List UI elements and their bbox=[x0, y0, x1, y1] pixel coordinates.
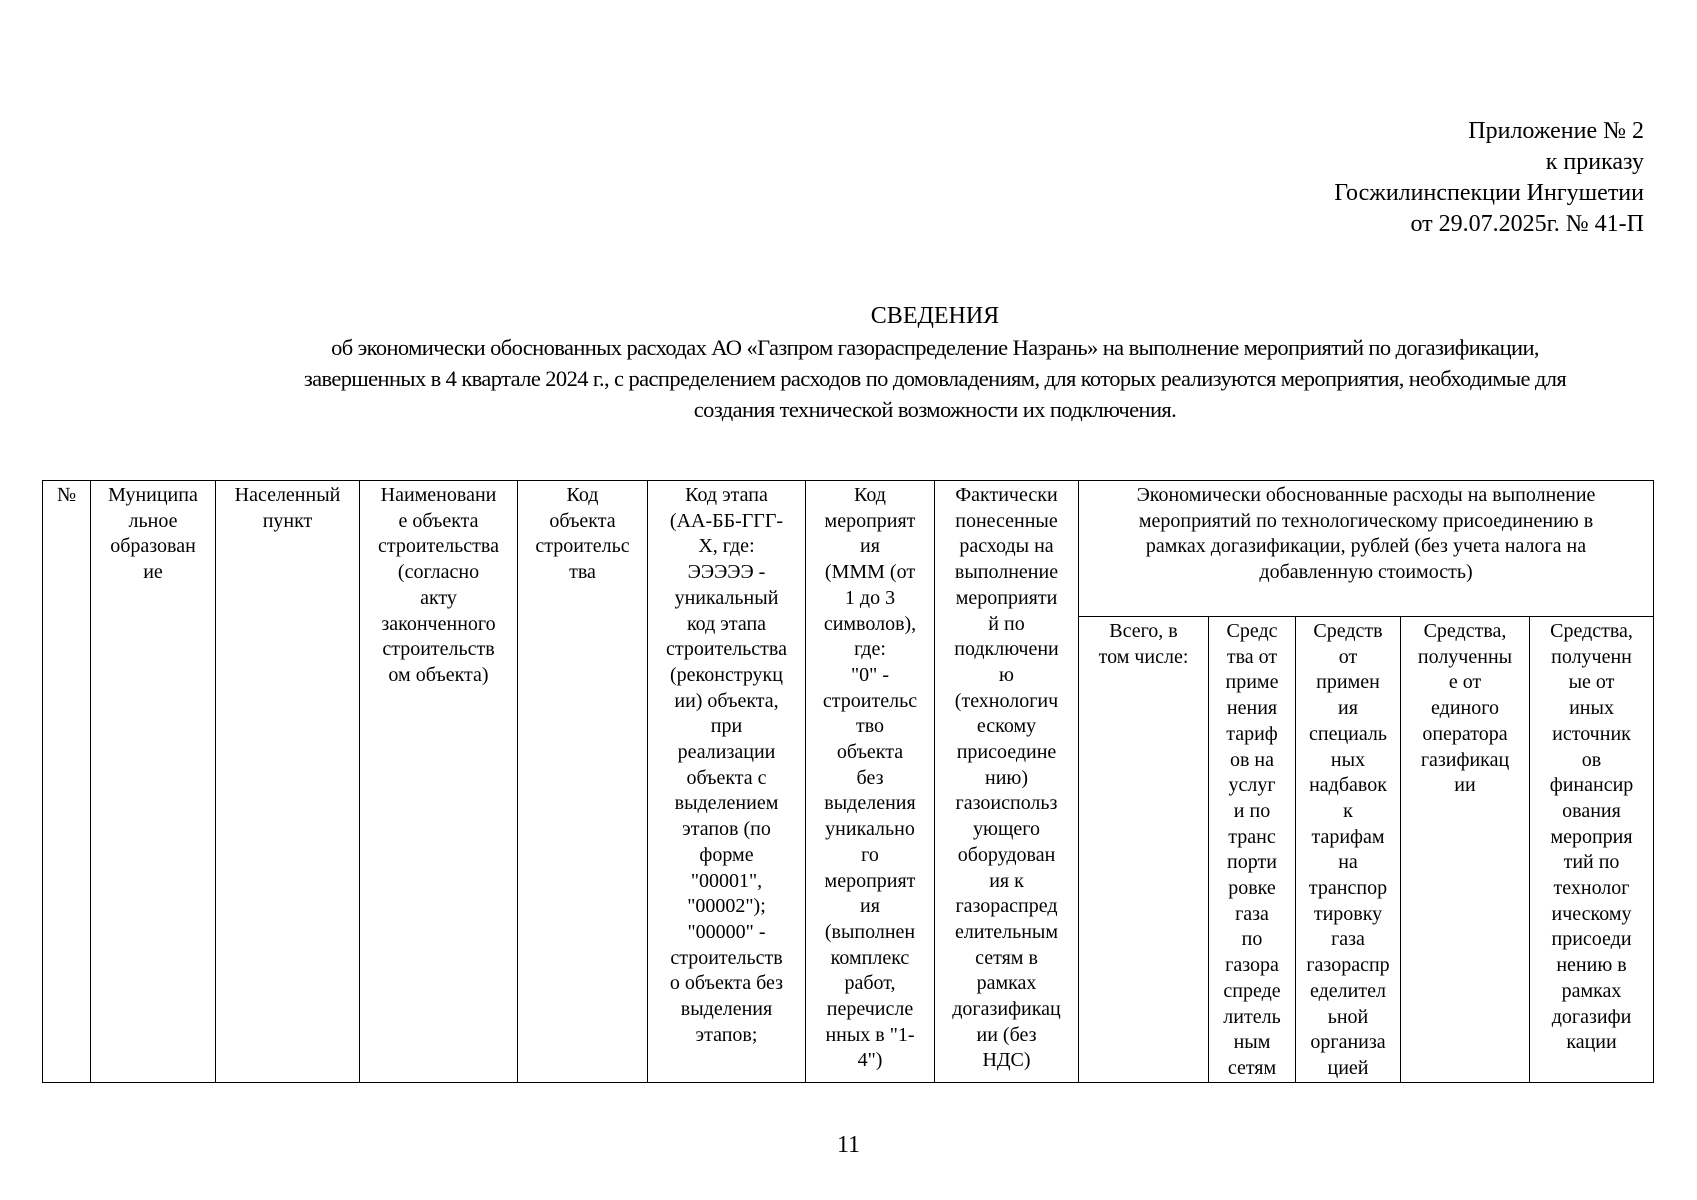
col-header-municipality: Муниципа льное образован ие bbox=[91, 481, 216, 1083]
document-title: СВЕДЕНИЯ bbox=[870, 303, 1000, 329]
appendix-header bbox=[1334, 116, 1644, 240]
page-number: 11 bbox=[836, 1132, 861, 1158]
appendix-issuer: Госжилинспекции Ингушетии bbox=[1334, 180, 1644, 206]
subtitle-line-1: об экономически обоснованных расходах АО «Газпром газораспределение Назрань» на выполнение мероприятий по догазификации, bbox=[331, 335, 1539, 360]
col-header-event-code: Код мероприят ия (МММ (от 1 до 3 символов), где: "0" - строительс тво объекта без выделения уникально го мероприят ия (выполнен комплекс работ, перечисле нных в "1- 4") bbox=[806, 481, 935, 1083]
col-header-object-name: Наименовани е объекта строительства (согласно акту законченного строительств ом объекта) bbox=[360, 481, 518, 1083]
table-header-row-1 bbox=[43, 481, 1654, 617]
col-header-actual-costs: Фактически понесенные расходы на выполнение мероприяти й по подключени ю (технологич ескому присоедине нию) газоиспольз ующего оборудован ия к газораспред елительным сетям в рамках догазификац ии (без НДС) bbox=[935, 481, 1079, 1083]
col-header-operator-funds: Средства, полученны е от единого оператора газификац ии bbox=[1401, 617, 1530, 1083]
subtitle-line-3: создания технической возможности их подключения. bbox=[693, 397, 1177, 422]
col-header-surcharge-funds: Средств от примен ия специаль ных надбавок к тарифам на транспор тировку газа газораспр еделител ьной организа цией bbox=[1296, 617, 1401, 1083]
appendix-order-ref: к приказу bbox=[1545, 149, 1644, 175]
subtitle-line-2: завершенных в 4 квартале 2024 г., с распределением расходов по домовладениям, для которых реализуются мероприятия, необходимые для bbox=[303, 366, 1567, 391]
col-header-settlement: Населенный пункт bbox=[216, 481, 360, 1083]
document-subtitle bbox=[212, 332, 1658, 425]
col-header-other-funds: Средства, полученн ые от иных источник ов финансир ования мероприя тий по технолог ическому присоеди нению в рамках догазифи кации bbox=[1530, 617, 1654, 1083]
col-header-object-code: Код объекта строительс тва bbox=[518, 481, 648, 1083]
col-header-stage-code: Код этапа (АА-ББ-ГГГ- Х, где: ЭЭЭЭЭ - уникальный код этапа строительства (реконструкц ии) объекта, при реализации объекта с выделением этапов (по форме "00001", "00002"); "00000" - строительств о объекта без выделения этапов; bbox=[648, 481, 806, 1083]
col-header-number: № bbox=[43, 481, 91, 1083]
col-header-total: Всего, в том числе: bbox=[1079, 617, 1209, 1083]
costs-table bbox=[42, 480, 1654, 1083]
col-header-tariff-funds: Средс тва от приме нения тариф ов на услуг и по транс порти ровке газа по газора спреде литель ным сетям bbox=[1209, 617, 1296, 1083]
appendix-number: Приложение № 2 bbox=[1468, 118, 1644, 144]
col-header-econ-costs-group: Экономически обоснованные расходы на выполнение мероприятий по технологическому присоединению в рамках догазификации, рублей (без учета налога на добавленную стоимость) bbox=[1079, 481, 1654, 617]
appendix-date: от 29.07.2025г. № 41-П bbox=[1410, 211, 1644, 237]
